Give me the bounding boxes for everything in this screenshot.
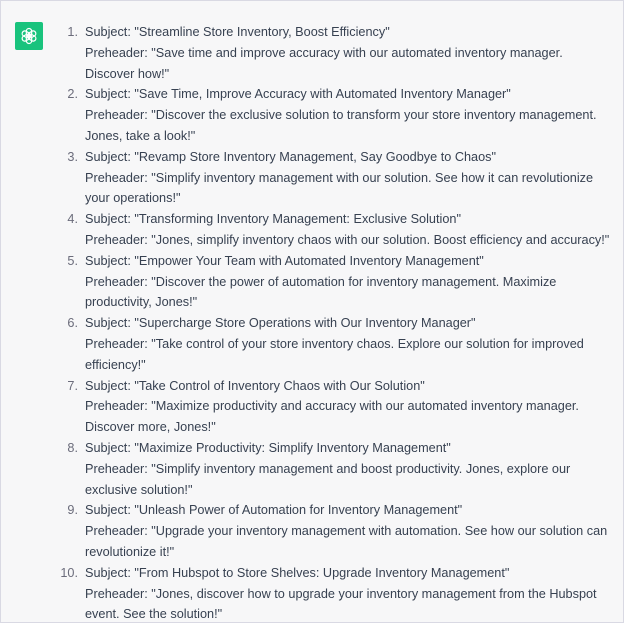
subject-text: Subject: "Supercharge Store Operations with Our Inventory Manager"	[85, 316, 476, 331]
list-item	[57, 376, 613, 438]
subject-text: Subject: "From Hubspot to Store Shelves: Upgrade Inventory Management"	[85, 565, 510, 580]
preheader-text: Preheader: "Maximize productivity and accuracy with our automated inventory manager. Discover more, Jones!"	[85, 399, 579, 435]
item-number: 3.	[67, 149, 78, 164]
item-number: 7.	[67, 378, 78, 393]
item-number: 5.	[67, 253, 78, 268]
item-number: 9.	[67, 503, 78, 518]
subject-text: Subject: "Take Control of Inventory Chaos with Our Solution"	[85, 378, 425, 393]
list-item	[57, 313, 613, 375]
list-item	[57, 84, 613, 146]
list-item	[57, 147, 613, 209]
item-number: 2.	[67, 87, 78, 102]
subject-text: Subject: "Empower Your Team with Automated Inventory Management"	[85, 253, 484, 268]
preheader-text: Preheader: "Simplify inventory management and boost productivity. Jones, explore our exclusive solution!"	[85, 461, 571, 497]
preheader-text: Preheader: "Discover the exclusive solution to transform your store inventory management. Jones, take a look!"	[85, 108, 597, 143]
item-number: 6.	[67, 316, 78, 331]
item-number: 1.	[67, 25, 78, 39]
preheader-text: Preheader: "Jones, simplify inventory chaos with our solution. Boost efficiency and accuracy!"	[85, 232, 610, 247]
item-number: 4.	[67, 212, 78, 227]
preheader-text: Preheader: "Discover the power of automation for inventory management. Maximize productivity, Jones!"	[85, 274, 557, 310]
list-item	[57, 563, 613, 623]
list-item	[57, 209, 613, 251]
subject-text: Subject: "Maximize Productivity: Simplify Inventory Management"	[85, 440, 451, 455]
list-item	[57, 22, 613, 84]
list-item	[57, 251, 613, 313]
preheader-text: Preheader: "Save time and improve accuracy with our automated inventory manager. Discover how!"	[85, 45, 563, 81]
preheader-text: Preheader: "Upgrade your inventory management with automation. See how our solution can revolutionize it!"	[85, 524, 608, 559]
list-item	[57, 438, 613, 500]
subject-text: Subject: "Save Time, Improve Accuracy with Automated Inventory Manager"	[85, 87, 511, 102]
list-item	[57, 500, 613, 562]
subject-text: Subject: "Revamp Store Inventory Management, Say Goodbye to Chaos"	[85, 149, 496, 164]
preheader-text: Preheader: "Jones, discover how to upgrade your inventory management from the Hubspot event. See the solution!"	[85, 586, 597, 622]
subject-text: Subject: "Unleash Power of Automation for Inventory Management"	[85, 503, 463, 518]
subject-line-list	[57, 22, 613, 623]
preheader-text: Preheader: "Simplify inventory management with our solution. See how it can revolutionize your operations!"	[85, 170, 594, 206]
item-number: 10.	[60, 565, 78, 580]
preheader-text: Preheader: "Take control of your store inventory chaos. Explore our solution for improved efficiency!"	[85, 336, 584, 372]
openai-logo-icon	[19, 26, 39, 46]
subject-text: Subject: "Streamline Store Inventory, Boost Efficiency"	[85, 25, 390, 39]
item-number: 8.	[67, 440, 78, 455]
subject-text: Subject: "Transforming Inventory Management: Exclusive Solution"	[85, 212, 461, 227]
assistant-avatar	[15, 22, 43, 50]
